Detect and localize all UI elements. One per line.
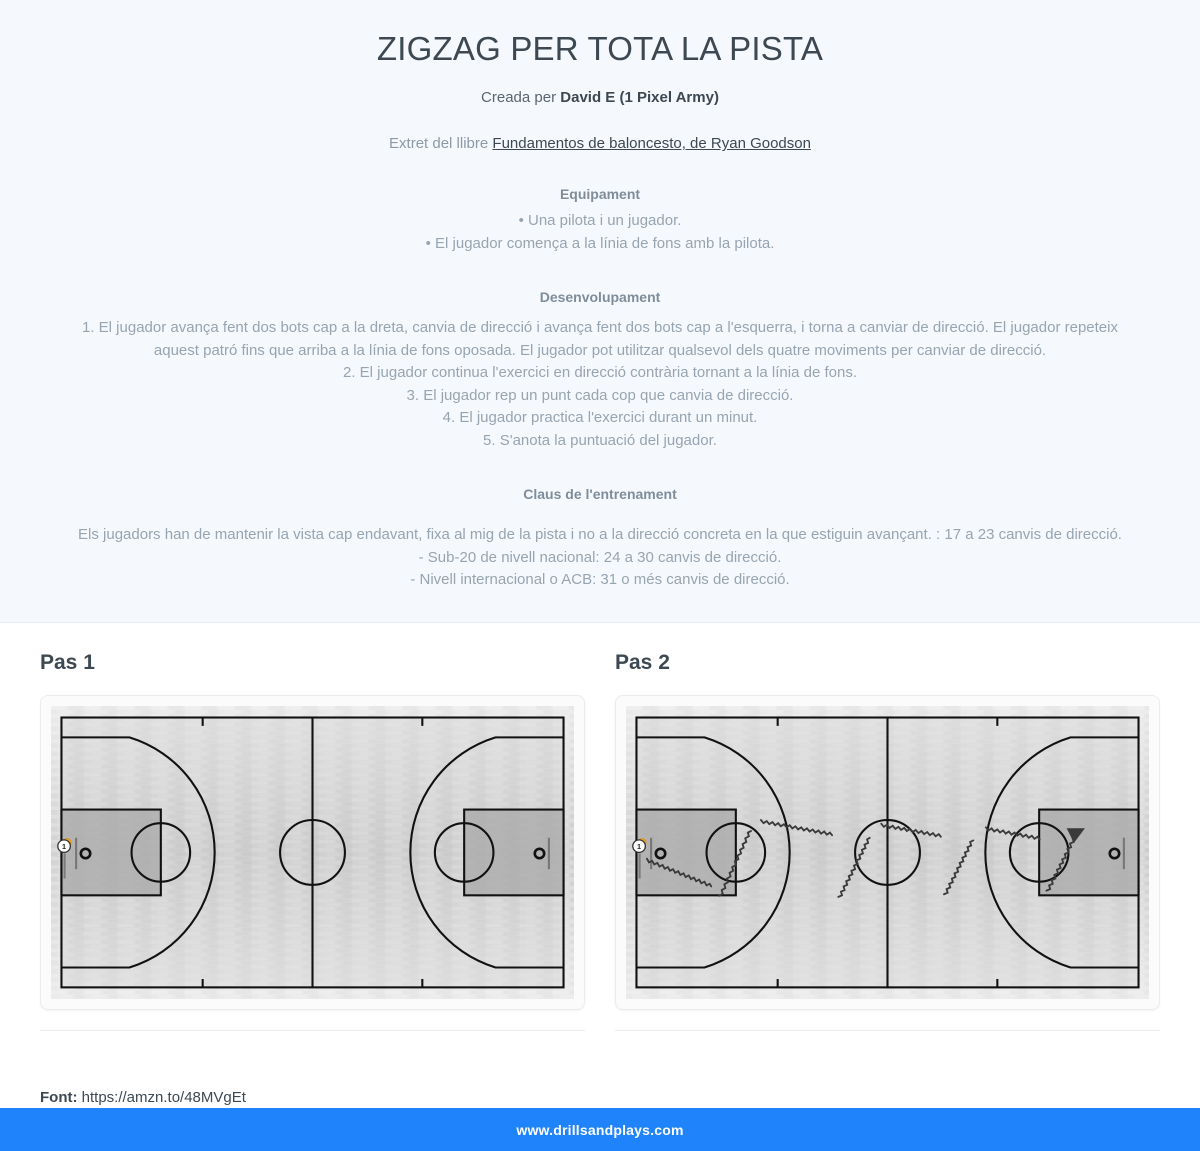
step-title: Pas 2 [615, 650, 670, 674]
list-item: - Nivell internacional o ACB: 31 o més canvis de direcció. [410, 571, 790, 589]
basketball-court-svg [626, 706, 1149, 999]
court-diagram-step-2[interactable] [615, 695, 1160, 1010]
source-label: Font: [40, 1088, 78, 1106]
development-heading: Desenvolupament [539, 289, 661, 306]
byline-prefix: Creada per [481, 89, 561, 107]
equipment-list [40, 210, 1160, 255]
step-divider [40, 1030, 585, 1031]
list-item: 3. El jugador rep un punt cada cop que canvia de direcció. [406, 386, 794, 404]
keys-heading: Claus de l'entrenament [523, 486, 677, 503]
book-source-link[interactable]: Fundamentos de baloncesto, de Ryan Goodson [492, 135, 811, 153]
list-item: 5. S'anota la puntuació del jugador. [483, 431, 717, 449]
basketball-court-svg [51, 706, 574, 999]
steps-section [0, 623, 1200, 1031]
svg-text:1: 1 [637, 841, 642, 851]
author-name: David E (1 Pixel Army) [560, 89, 719, 107]
step-column-2 [615, 651, 1160, 1031]
list-item: 2. El jugador continua l'exercici en direcció contrària tornant a la línia de fons. [343, 364, 857, 382]
svg-text:1: 1 [62, 841, 67, 851]
site-url-link[interactable]: www.drillsandplays.com [516, 1121, 684, 1138]
list-item: - Sub-20 de nivell nacional: 24 a 30 canvis de direcció. [418, 548, 782, 566]
list-item: Els jugadors han de mantenir la vista cap endavant, fixa al mig de la pista i no a la direcció concreta en la que estiguin avançant. : 17 a 23 canvis de direcció. [78, 526, 1122, 544]
keys-list [40, 524, 1160, 592]
court-diagram-step-1[interactable] [40, 695, 585, 1010]
book-source-line [40, 135, 1160, 152]
development-list [40, 317, 1160, 452]
page-title: ZIGZAG PER TOTA LA PISTA [376, 30, 824, 67]
source-prefix: Extret del llibre [389, 135, 493, 153]
source-url[interactable]: https://amzn.to/48MVgEt [81, 1088, 246, 1106]
list-item: 1. El jugador avança fent dos bots cap a la dreta, canvia de direcció i avança fent dos bots cap a l'esquerra, i torna a canviar de direcció. El jugador repeteix aquest patró fins que arriba a la línia de fons oposada. El jugador pot utilitzar qualsevol dels quatre moviments per canviar de direcció. [82, 319, 1118, 359]
list-item: 4. El jugador practica l'exercici durant un minut. [442, 409, 758, 427]
source-footer [0, 1031, 1200, 1106]
step-title: Pas 1 [40, 650, 95, 674]
author-byline [40, 89, 1160, 106]
step-column-1 [40, 651, 585, 1031]
step-divider [615, 1030, 1160, 1031]
site-url-bar [0, 1108, 1200, 1151]
list-item: • El jugador comença a la línia de fons amb la pilota. [425, 234, 775, 252]
equipment-heading: Equipament [559, 186, 641, 203]
list-item: • Una pilota i un jugador. [518, 212, 682, 230]
